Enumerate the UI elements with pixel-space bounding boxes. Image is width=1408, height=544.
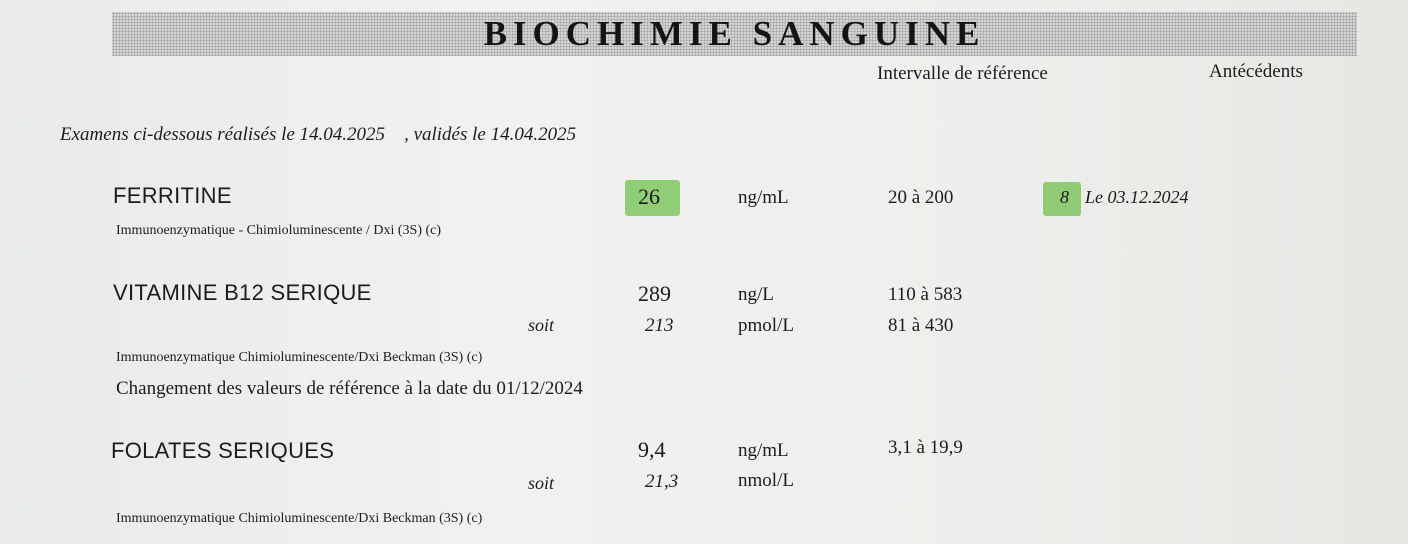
si-value-vitamin-b12: 213 bbox=[645, 315, 674, 336]
result-value-ferritine: 26 bbox=[638, 184, 660, 209]
method-ferritine: Immunoenzymatique - Chimioluminescente / Dxi (3S) (c) bbox=[116, 223, 442, 238]
history-date-ferritine: Le 03.12.2024 bbox=[1085, 187, 1189, 207]
soit-label-vitamin-b12: soit bbox=[528, 315, 555, 335]
history-header: Antécédents bbox=[1209, 61, 1303, 82]
result-value-vitamin-b12: 289 bbox=[638, 281, 671, 306]
unit-vitamin-b12: ng/L bbox=[738, 284, 774, 305]
exam-validated-date: , validés le 14.04.2025 bbox=[404, 124, 577, 145]
test-name-folates: FOLATES SERIQUES bbox=[111, 438, 335, 463]
method-folates: Immunoenzymatique Chimioluminescente/Dxi Beckman (3S) (c) bbox=[116, 511, 483, 526]
soit-label-folates: soit bbox=[528, 473, 555, 493]
reference-range-ferritine: 20 à 200 bbox=[888, 187, 954, 208]
si-unit-folates: nmol/L bbox=[738, 470, 794, 491]
section-title: BIOCHIMIE SANGUINE bbox=[483, 14, 986, 53]
reference-range-folates: 3,1 à 19,9 bbox=[888, 437, 963, 458]
reference-change-note: Changement des valeurs de référence à la date du 01/12/2024 bbox=[116, 378, 583, 399]
reference-interval-header: Intervalle de référence bbox=[877, 63, 1048, 84]
method-vitamin-b12: Immunoenzymatique Chimioluminescente/Dxi Beckman (3S) (c) bbox=[116, 350, 483, 365]
history-value-ferritine: 8 bbox=[1060, 187, 1069, 207]
unit-ferritine: ng/mL bbox=[738, 187, 789, 208]
test-name-vitamin-b12: VITAMINE B12 SERIQUE bbox=[113, 280, 372, 305]
si-unit-vitamin-b12: pmol/L bbox=[738, 315, 794, 336]
exam-performed-date: Examens ci-dessous réalisés le 14.04.2025 bbox=[60, 124, 386, 145]
test-name-ferritine: FERRITINE bbox=[113, 183, 232, 208]
result-value-folates: 9,4 bbox=[638, 437, 666, 462]
si-value-folates: 21,3 bbox=[645, 471, 679, 492]
unit-folates: ng/mL bbox=[738, 440, 789, 461]
si-reference-range-vitamin-b12: 81 à 430 bbox=[888, 315, 954, 336]
reference-range-vitamin-b12: 110 à 583 bbox=[888, 284, 963, 305]
exam-date-line bbox=[60, 124, 576, 146]
